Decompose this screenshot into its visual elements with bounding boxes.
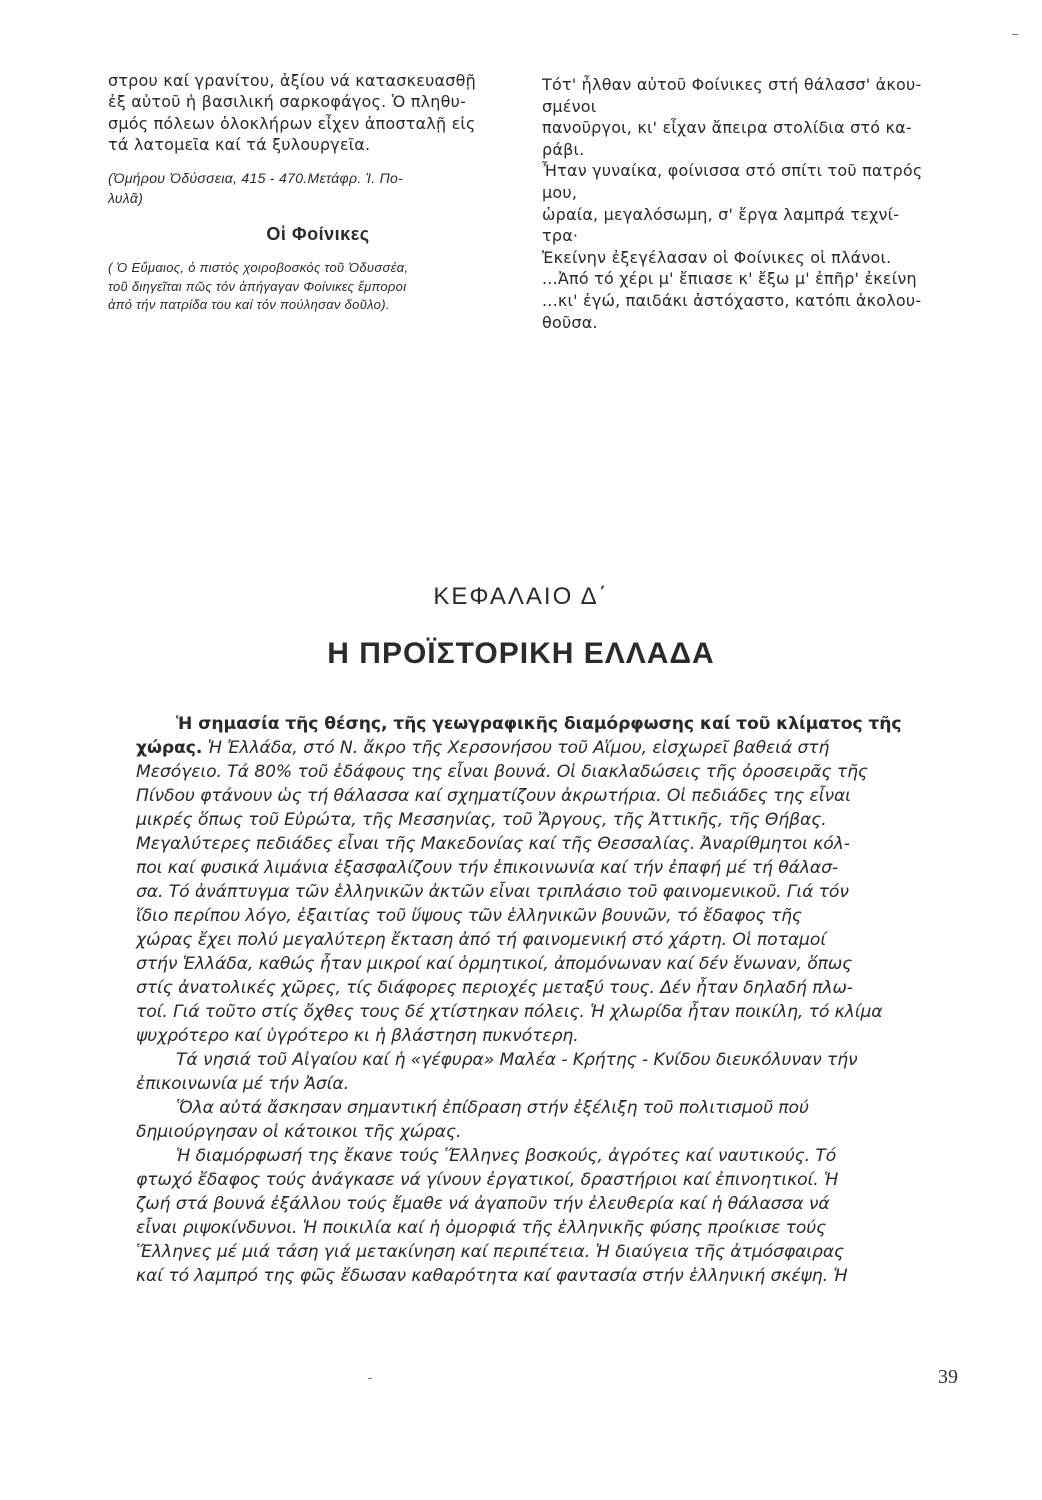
body-line: Ὅλα αὐτά ἄσκησαν σημαντική ἐπίδραση στήν ἐξέλιξη τοῦ πολιτισμοῦ πού <box>176 1098 809 1118</box>
body-line: ζωή στά βουνά ἐξάλλου τούς ἔμαθε νά ἀγαποῦν τήν ἐλευθερία καί ἡ θάλασσα νά <box>136 1194 830 1214</box>
body-line: Ἕλληνες μέ μιά τάση γιά μετακίνηση καί περιπέτεια. Ἡ διαύγεια τῆς ἀτμόσφαιρας <box>136 1242 845 1262</box>
prose-line: σμός πόλεων ὁλοκλήρων εἶχεν ἀποσταλῇ εἰς <box>108 113 476 133</box>
poem-line: Ἐκείνην ἐξεγέλασαν οἱ Φοίνικες οἱ πλάνοι. <box>542 247 892 267</box>
body-line: ἐπικοινωνία μέ τήν Ἀσία. <box>136 1074 349 1094</box>
poem-intro-line: ἀπό τήν πατρίδα του καί τόν πούλησαν δοῦλο). <box>108 297 390 313</box>
body-line: δημιούργησαν οἱ κάτοικοι τῆς χώρας. <box>136 1122 462 1142</box>
prose-line: στρου καί γρανίτου, ἀξίου νά κατασκευασθῇ <box>108 71 476 90</box>
poem-intro-line: ( Ὁ Εὔμαιος, ὁ πιστός χοιροβοσκός τοῦ Ὀδυσσέα, <box>108 260 409 276</box>
page-number: 39 <box>938 1366 958 1388</box>
body-line: στήν Ἑλλάδα, καθώς ἦταν μικροί καί ὁρμητικοί, ἀπομόνωναν καί δέν ἕνωναν, ὅπως <box>136 954 853 974</box>
body-line: σα. Τό ἀνάπτυγμα τῶν ἑλληνικῶν ἀκτῶν εἶναι τριπλάσιο τοῦ φαινομενικοῦ. Γιά τόν <box>136 882 849 902</box>
body-line: στίς ἀνατολικές χῶρες, τίς διάφορες περιοχές μεταξύ τους. Δέν ἦταν δηλαδή πλω- <box>136 978 853 998</box>
poem-line: πανοῦργοι, κι' εἶχαν ἄπειρα στολίδια στό κα- <box>542 118 912 138</box>
body-line: Ἡ διαμόρφωσή της ἔκανε τούς Ἕλληνες βοσκούς, ἀγρότες καί ναυτικούς. Τό <box>176 1146 837 1166</box>
body-line: ἴδιο περίπου λόγο, ἐξαιτίας τοῦ ὕψους τῶν ἑλληνικῶν βουνῶν, τό ἔδαφος τῆς <box>136 906 802 926</box>
poem-line: θοῦσα. <box>542 312 598 332</box>
body-line: καί τό λαμπρό της φῶς ἔδωσαν καθαρότητα καί φαντασία στήν ἑλληνική σκέψη. Ἡ <box>136 1266 848 1286</box>
poem-intro-line: τοῦ διηγεῖται πῶς τόν ἀπήγαγαν Φοίνικες ἔμποροι <box>108 278 407 294</box>
body-line: ψυχρότερο καί ὑγρότερο κι ἡ βλάστηση πυκνότερη. <box>136 1026 579 1046</box>
citation-line: (Ὁμήρου Ὀδύσσεια, 415 - 470.Μετάφρ. Ἰ. Πο- <box>108 170 404 187</box>
body-line: τοί. Γιά τοῦτο στίς ὄχθες τους δέ χτίστηκαν πόλεις. Ἡ χλωρίδα ἦταν ποικίλη, τό κλίμα <box>136 1002 883 1022</box>
poem-line: σμένοι <box>542 96 597 116</box>
body-line: χώρας ἔχει πολύ μεγαλύτερη ἔκταση ἀπό τή φαινομενική στό χάρτη. Οἱ ποταμοί <box>136 930 827 950</box>
chapter-title: Η ΠΡΟΪΣΤΟΡΙΚΗ ΕΛΛΑΔΑ <box>327 637 715 670</box>
citation-line: λυλᾶ) <box>108 190 144 207</box>
poem-line: Ἦταν γυναίκα, φοίνισσα στό σπίτι τοῦ πατρός <box>542 161 923 181</box>
section-heading: Ἡ σημασία τῆς θέσης, τῆς γεωγραφικῆς διαμόρφωσης καί τοῦ κλίματος τῆς <box>176 714 902 734</box>
left-column <box>108 70 528 315</box>
poem-line: τρα· <box>542 226 579 246</box>
prose-line: τά λατομεῖα καί τά ξυλουργεῖα. <box>108 134 371 154</box>
scan-speck <box>368 1378 372 1379</box>
prose-line: ἐξ αὐτοῦ ἡ βασιλική σαρκοφάγος. Ὁ πληθυ- <box>108 92 467 112</box>
body-line: Μεσόγειο. Τά 80% τοῦ ἐδάφους της εἶναι βουνά. Οἱ διακλαδώσεις τῆς ὀροσειρᾶς τῆς <box>136 762 868 782</box>
poem-line: ...Ἀπό τό χέρι μ' ἔπιασε κ' ἔξω μ' ἐπῆρ' ἐκείνη <box>542 269 917 289</box>
poem-line: ὡραία, μεγαλόσωμη, σ' ἔργα λαμπρά τεχνί- <box>542 204 900 224</box>
right-column <box>542 74 968 333</box>
body-line: Μεγαλύτερες πεδιάδες εἶναι τῆς Μακεδονίας καί τῆς Θεσσαλίας. Ἀναρίθμητοι κόλ- <box>136 834 850 854</box>
citation <box>108 168 528 208</box>
body-line: μικρές ὅπως τοῦ Εὐρώτα, τῆς Μεσσηνίας, τοῦ Ἄργους, τῆς Ἀττικῆς, τῆς Θήβας. <box>136 810 827 830</box>
scan-speck <box>1012 34 1018 35</box>
body-line: φτωχό ἔδαφος τούς ἀνάγκασε νά γίνουν ἐργατικοί, δραστήριοι καί ἐπινοητικοί. Ἡ <box>136 1170 839 1190</box>
poem-line: μου, <box>542 182 578 202</box>
body-line-text: Ἡ Ἑλλάδα, στό Ν. ἄκρο τῆς Χερσονήσου τοῦ Αἵμου, εἰσχωρεῖ βαθειά στή <box>202 738 830 758</box>
body-line: εἶναι ριψοκίνδυνοι. Ἡ ποικιλία καί ἡ ὀμορφιά τῆς ἑλληνικῆς φύσης προίκισε τούς <box>136 1218 827 1238</box>
poem-line: Τότ' ἦλθαν αὐτοῦ Φοίνικες στή θάλασσ' ἀκου- <box>542 75 922 94</box>
body-line: Πίνδου φτάνουν ὡς τή θάλασσα καί σχηματίζουν ἀκρωτήρια. Οἱ πεδιάδες της εἶναι <box>136 786 851 806</box>
poem-intro <box>108 259 528 315</box>
chapter-label: ΚΕΦΑΛΑΙΟ Δ΄ <box>433 583 609 610</box>
body-line <box>136 736 956 760</box>
prose-block <box>108 70 528 155</box>
poem-title: Οἱ Φοίνικες <box>266 224 370 245</box>
body-text <box>136 712 956 1288</box>
poem-line: ...κι' ἐγώ, παιδάκι ἀστόχαστο, κατόπι ἀκολου- <box>542 290 922 310</box>
section-heading-end: χώρας. <box>136 738 203 758</box>
poem-line: ράβι. <box>542 139 585 159</box>
body-line: ποι καί φυσικά λιμάνια ἐξασφαλίζουν τήν ἐπικοινωνία καί τήν ἐπαφή μέ τή θάλασ- <box>136 858 839 878</box>
body-line <box>136 712 956 736</box>
body-line: Τά νησιά τοῦ Αἰγαίου καί ἡ «γέφυρα» Μαλέα - Κρήτης - Κνίδου διευκόλυναν τήν <box>176 1050 858 1070</box>
